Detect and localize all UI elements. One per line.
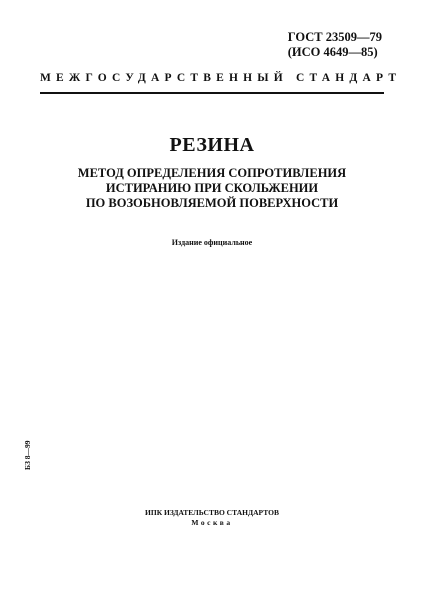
subtitle-line: МЕТОД ОПРЕДЕЛЕНИЯ СОПРОТИВЛЕНИЯ — [77, 166, 347, 180]
subtitle-line: ПО ВОЗОБНОВЛЯЕМОЙ ПОВЕРХНОСТИ — [85, 196, 339, 210]
subtitle-line: ИСТИРАНИЮ ПРИ СКОЛЬЖЕНИИ — [105, 181, 319, 195]
standard-type: МЕЖГОСУДАРСТВЕННЫЙ СТАНДАРТ — [40, 72, 402, 84]
gost-number: ГОСТ 23509—79 — [287, 30, 382, 44]
side-catalog-code: БЗ 8—99 — [23, 440, 32, 470]
iso-number: (ИСО 4649—85) — [287, 45, 378, 59]
standard-number-block — [288, 30, 382, 60]
document-title: РЕЗИНА — [169, 134, 255, 156]
publisher-name: ИПК ИЗДАТЕЛЬСТВО СТАНДАРТОВ — [145, 508, 279, 517]
document-subtitle — [40, 166, 384, 211]
header-divider — [40, 92, 384, 94]
edition-note: Издание официальное — [171, 238, 253, 247]
publisher-block — [0, 508, 424, 528]
publisher-city: Москва — [191, 518, 233, 527]
